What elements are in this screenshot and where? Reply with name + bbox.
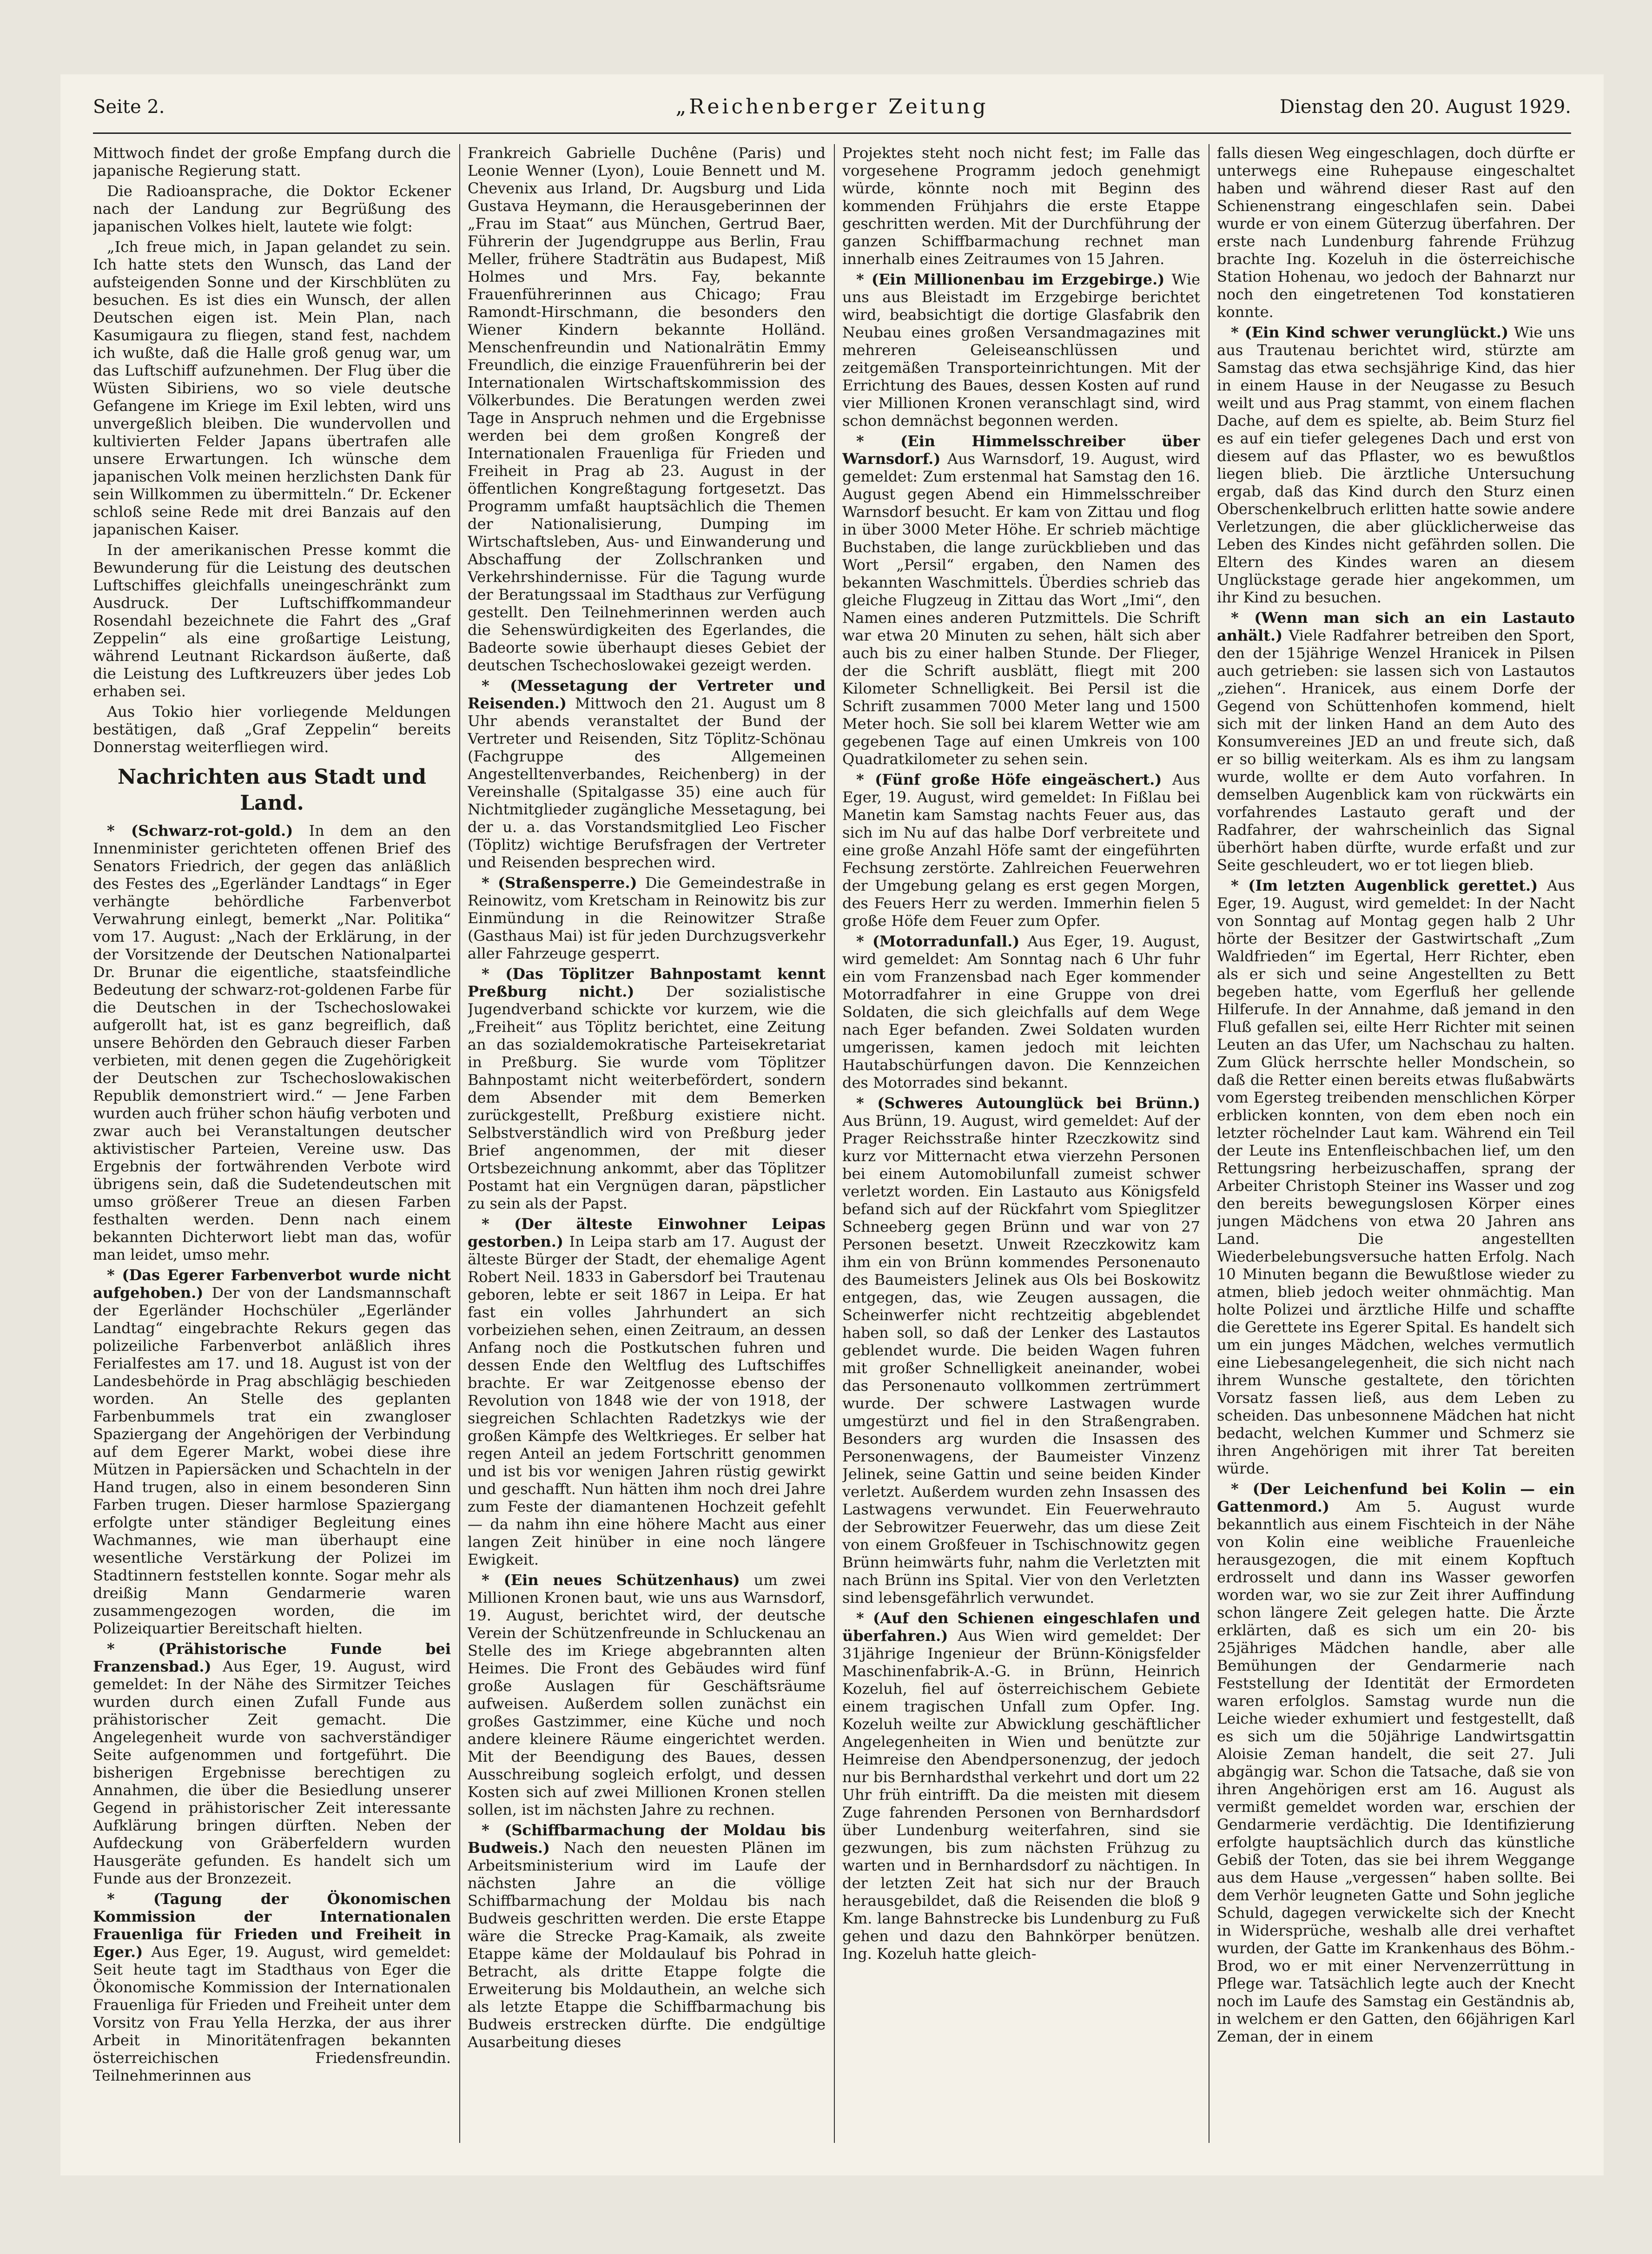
article-heading: * (Ein Kind schwer verunglückt.)	[1231, 324, 1509, 341]
article-body: Aus Eger, 19. August, wird gemeldet: Seit heute tagt im Stadthaus von Eger die Ökonomische Kommission der Internationalen Frauenliga für Frieden und Freiheit unter dem Vorsitz von Frau Yella Herzka, der aus ihrer Arbeit in Minoritätenfragen bekannten österreichischen Friedensfreundin. Teilnehmerinnen aus	[93, 1943, 451, 2084]
article-body: Aus Wien wird gemeldet: Der 31jährige Ingenieur der Brünn-Königsfelder Maschinenfabrik-A.-G. in Brünn, Heinrich Kozeluh, fiel auf österreichischem Gebiete einem tragischen Unfall zum Opfer. Ing. Kozeluh weilte zur Abwicklung geschäftlicher Angelegenheiten in Wien und benützte zur Heimreise den Abendpersonenzug, der jedoch nur bis Bernhardsthal verkehrt und dort um 22 Uhr früh eintrifft. Da die meisten mit diesem Zuge fahrenden Personen von Bernhardsdorf über Lundenburg weiterfahren, sind sie gezwungen, bis zum nächsten Frühzug zu warten und in Bernhardsdorf zu nächtigen. In der letzten Zeit hat sich nur der Brauch herausgebildet, daß die Reisenden die bloß 9 Km. lange Bahnstrecke bis Lundenburg zu Fuß gehen und dazu den Bahnkörper benützen. Ing. Kozeluh hatte gleich-	[842, 1627, 1200, 1963]
article-body: Der sozialistische Jugendverband schickte vor kurzem, wie die „Freiheit“ aus Töplitz berichtet, eine Zeitung an das sozialdemokratische Parteisekretariat in Preßburg. Sie wurde vom Töplitzer Bahnpostamt nicht weiterbefördert, sondern dem Absender mit dem Bemerken zurückgestellt, Preßburg existiere nicht. Selbstverständlich wird von Preßburg jeder Brief angenommen, der mit dieser Ortsbezeichnung ankommt, aber das Töplitzer Postamt hat ein Vergnügen daran, päpstlicher zu sein als der Papst.	[468, 983, 826, 1212]
issue-date: Dienstag den 20. August 1929.	[1280, 96, 1571, 118]
column-divider	[834, 144, 835, 2143]
article-body: Der von der Landsmannschaft der Egerländer Hochschüler „Egerländer Landtag“ eingebrachte Rekurs gegen das polizeiliche Farbenverbot anläßlich ihres Ferialfestes am 17. und 18. August ist von der Landesbehörde in Prag abschlägig beschieden worden. An Stelle des geplanten Farbenbummels trat ein zwangloser Spaziergang der Angehörigen der Verbindung auf dem Egerer Markt, wobei diese ihre Mützen in Papiersäcken und Schachteln in der Hand trugen, also in einem besonderen Sinn Farben trugen. Dieser harmlose Spaziergang erfolgte unter ständiger Begleitung eines Wachmannes, wie man überhaupt eine wesentliche Verstärkung der Polizei im Stadtinnern feststellen konnte. Sogar mehr als dreißig Mann Gendarmerie waren zusammengezogen worden, die im Polizeiquartier Bereitschaft hielten.	[93, 1284, 451, 1637]
article-body: In dem an den Innenminister gerichteten offenen Brief des Senators Friedrich, der gegen das anläßlich des Festes des „Egerländer Landtags“ in Eger verhängte behördliche Farbenverbot Verwahrung einlegt, bemerkt „Nar. Politika“ vom 17. August: „Nach der Erklärung, in der der Vorsitzende der Deutschen Nationalpartei Dr. Brunar die eigentliche, staatsfeindliche Bedeutung der schwarz-rot-goldenen Farbe für die Deutschen in der Tschechoslowakei aufgerollt hat, ist es ganz begreiflich, daß unsere Behörden den Gebrauch dieser Farben verbieten, mit denen gegen die Zugehörigkeit der Deutschen zur Tschechoslowakischen Republik demonstriert wird.“ — Jene Farben wurden auch früher schon häufig verboten und zwar auch bei Veranstaltungen deutscher aktivistischer Parteien, Vereine usw. Das Ergebnis der fortwährenden Verbote wird übrigens sein, daß die Sudetendeutschen mit umso größerer Treue an diesen Farben festhalten werden. Denn nach einem bekannten Dichterwort liebt man das, wofür man leidet, umso mehr.	[93, 822, 451, 1263]
article-body: Aus Eger, 19. August, wird gemeldet: Am Sonntag nach 6 Uhr fuhr ein vom Franzensbad nach Eger kommender Motorradfahrer in eine Gruppe von drei Soldaten, die sich gleichfalls auf dem Wege nach Eger befanden. Zwei Soldaten wurden umgerissen, kamen jedoch mit leichten Hautabschürfungen davon. Die Kennzeichen des Motorrades sind bekannt.	[842, 932, 1200, 1091]
article-body: Am 5. August wurde bekanntlich aus einem Fischteich in der Nähe von Kolin eine weibliche Frauenleiche herausgezogen, die mit einem Kopftuch erdrosselt und dann ins Wasser geworfen worden war, wo sie zur Zeit ihrer Auffindung schon längere Zeit gelegen hatte. Die Ärzte erklärten, daß es sich um ein 20- bis 25jähriges Mädchen handle, aber alle Bemühungen der Gendarmerie nach Feststellung der Identität der Ermordeten waren erfolglos. Samstag wurde nun die Leiche wieder exhumiert und festgestellt, daß es sich um die 50jährige Landwirtsgattin Aloisie Zeman handelt, die seit 27. Juli abgängig war. Schon die Tatsache, daß sie von ihren Angehörigen erst am 16. August als vermißt gemeldet worden war, erschien der Gendarmerie verdächtig. Die Identifizierung erfolgte hauptsächlich durch das künstliche Gebiß der Toten, das sie bei ihrem Weggange aus dem Hause „vergessen“ haben sollte. Bei dem Verhör leugneten Gatte und Sohn jegliche Schuld, dagegen verwickelte sich der Knecht in Widersprüche, weshalb alle drei verhaftet wurden, der Gatte im Krankenhaus des Böhm.-Brod, wo er mit einer Nervenzerrüttung in Pflege war. Tatsächlich legte auch der Knecht noch im Laufe des Samstag ein Geständnis ab, in welchem er den Gatten, den 66jährigen Karl Zeman, der in einem	[1217, 1498, 1575, 2045]
article-heading: * (Straßensperre.)	[482, 874, 637, 892]
article-body: In Leipa starb am 17. August der älteste Bürger der Stadt, der ehemalige Agent Robert Neil. 1833 in Gabersdorf bei Trautenau geboren, lebte er seit 1867 in Leipa. Er hat fast ein volles Jahrhundert an sich vorbeiziehen sehen, einen Zeitraum, an dessen Anfang noch die Postkutschen fuhren und dessen Ende den Weltflug des Luftschiffes brachte. Er war Zeitgenosse ebenso der Revolution von 1848 wie der von 1918, der siegreichen Schlachten Radetzkys wie der großen Kämpfe des Weltkrieges. Er selber hat regen Anteil an jedem Fortschritt genommen und ist bis vor wenigen Jahren rüstig gewirkt und geschafft. Nun hätten ihm noch drei Jahre zum Feste der diamantenen Hochzeit gefehlt — da nahm ihn eine höhere Macht aus einer langen Zeit hinüber in eine noch längere Ewigkeit.	[468, 1233, 826, 1568]
article-body: Aus Eger, 19. August, wird gemeldet: In der Nähe des Sirmitzer Teiches wurden durch einen Zufall Funde aus prähistorischer Zeit gemacht. Die Angelegenheit wurde von sachverständiger Seite aufgenommen und fortgeführt. Die bisherigen Ergebnisse berechtigen zu Annahmen, die über die Besiedlung unserer Gegend in prähistorischer Zeit interessante Aufklärung bringen dürften. Neben der Aufdeckung von Gräberfeldern wurden Hausgeräte gefunden. Es handelt sich um Funde aus der Bronzezeit.	[93, 1658, 451, 1887]
article-body: um zwei Millionen Kronen baut, wie uns aus Warnsdorf, 19. August, berichtet wird, der deutsche Verein der Schützenfreunde in Schluckenau an Stelle des im Kriege abgebrannten alten Heimes. Die Front des Gebäudes wird fünf große Auslagen für Geschäftsräume aufweisen. Außerdem sollen zunächst ein großes Gastzimmer, eine Küche und noch andere kleinere Räume eingerichtet werden. Mit der Beendigung des Baues, dessen Ausschreibung sogleich erfolgt, und dessen Kosten sich auf zwei Millionen Kronen stellen sollen, ist im nächsten Jahre zu rechnen.	[468, 1571, 826, 1818]
article-heading: * (Das Töplitzer Bahnpostamt kennt Preßburg nicht.)	[468, 965, 826, 1000]
article-heading: * (Fünf große Höfe eingeäschert.)	[856, 771, 1162, 788]
article-columns	[93, 144, 1575, 2143]
column-1	[93, 144, 451, 2143]
section-title: Nachrichten aus Stadt und Land.	[117, 765, 427, 815]
article-body: Nach den neuesten Plänen im Arbeitsministerium wird im Laufe der nächsten Jahre an die völlige Schiffbarmachung der Moldau bis nach Budweis geschritten werden. Die erste Etappe wäre die Strecke Prag-Kamaik, als zweite Etappe käme der Moldaulauf bis Pohrad in Betracht, als dritte Etappe folgte die Erweiterung bis Moldauthein, an welche sich als letzte Etappe die Schiffbarmachung bis Budweis erstrecken dürfte. Die endgültige Ausarbeitung dieses	[468, 1839, 826, 2051]
article-heading: * (Ein Himmelsschreiber über Warnsdorf.)	[842, 432, 1200, 468]
paragraph: „Ich freue mich, in Japan gelandet zu sein. Ich hatte stets den Wunsch, das Land der aufsteigenden Sonne und der Kirschblüten zu besuchen. Es ist dies ein Wunsch, der allen Deutschen eigen ist. Mein Plan, nach Kasumigaura zu fliegen, stand fest, nachdem ich wußte, daß die Halle groß genug war, um das Luftschiff aufzunehmen. Der Flug über die Wüsten Sibiriens, wo so viele deutsche Gefangene im Kriege im Exil lebten, wird uns unvergeßlich bleiben. Die wundervollen und kultivierten Felder Japans übertrafen alle unsere Erwartungen. Ich wünsche dem japanischen Volk meinen herzlichsten Dank für sein Willkommen zu übermitteln.“ Dr. Eckener schloß seine Rede mit drei Banzais auf den japanischen Kaiser.	[93, 238, 451, 538]
article-heading: * (Ein Millionenbau im Erzgebirge.)	[856, 271, 1165, 288]
paragraph: Frankreich Gabrielle Duchêne (Paris) und Leonie Wenner (Lyon), Louie Bennett und M. Chevenix aus Irland, Dr. Augsburg und Lida Gustava Heymann, die Herausgeberinnen der „Frau im Staat“ aus München, Gertrud Baer, Führerin der Jugendgruppe aus Berlin, Frau Meller, frühere Stadträtin aus Budapest, Miß Holmes und Mrs. Fay, bekannte Frauenführerinnen aus Chicago; Frau Ramondt-Hirschmann, die besonders den Wiener Kindern bekannte Holländ. Menschenfreundin und Nationalrätin Emmy Freundlich, die einzige Frauenführerin bei der Internationalen Wirtschaftskommission des Völkerbundes. Die Beratungen werden zwei Tage in Anspruch nehmen und die Ergebnisse werden bei dem großen Kongreß der Internationalen Frauenliga für Frieden und Freiheit in Prag ab 23. August in der öffentlichen Kongreßtagung fortgesetzt. Das Programm umfaßt hauptsächlich die Themen der Nationalisierung, Dumping im Wirtschaftsleben, Aus- und Einwanderung und Abschaffung der Zollschranken und Verkehrshindernisse. Für die Tagung wurde der Beratungssaal im Stadthaus zur Verfügung gestellt. Den Teilnehmerinnen werden auch die Sehenswürdigkeiten des Egerlandes, die Badeorte sowie überhaupt dieses Gebiet der deutschen Tschechoslowakei gezeigt werden.	[468, 144, 826, 674]
article-heading: * (Das Egerer Farbenverbot wurde nicht aufgehoben.)	[93, 1266, 451, 1302]
article-body: Die Gemeindestraße in Reinowitz, vom Kretscham in Reinowitz bis zur Einmündung in die Reinowitzer Straße (Gasthaus Mai) ist für jeden Durchzugsverkehr aller Fahrzeuge gesperrt.	[468, 874, 826, 962]
article-heading: * (Der älteste Einwohner Leipas gestorben.)	[468, 1215, 826, 1250]
article-body: Viele Radfahrer betreiben den Sport, den der 15jährige Wenzel Hranicek in Pilsen auch getrieben: sie lassen sich von Lastautos „ziehen“. Hranicek, aus einem Dorfe der Gegend von Schüttenhofen kommend, hielt sich mit der linken Hand an dem Auto des Konsumvereines JED an und freute sich, daß er so billig weiterkam. Als es ihm zu langsam wurde, wollte er dem Auto vorfahren. In demselben Augenblick kam von rückwärts ein vorfahrendes Lastauto geraft und der Radfahrer, der wahrscheinlich das Signal überhört haben dürfte, wurde erfaßt und zur Seite geschleudert, wo er tot liegen blieb.	[1217, 627, 1575, 874]
article-heading: * (Schweres Autounglück bei Brünn.)	[856, 1094, 1200, 1112]
article-body: Wie uns aus Trautenau berichtet wird, stürzte am Samstag das etwa sechsjährige Kind, das hier in einem Hause in der Neugasse zu Besuch weilt und aus Prag stammt, von einem flachen Dache, auf dem es spielte, ab. Beim Sturz fiel es auf ein tiefer gelegenes Dach und erst von diesem auf das Pflaster, wo es bewußtlos liegen blieb. Die ärztliche Untersuchung ergab, daß das Kind durch den Sturz einen Oberschenkelbruch erlitten hatte sowie andere Verletzungen, die aber glücklicherweise das Leben des Kindes nicht gefährden sollen. Die Eltern des Kindes waren an diesem Unglückstage gerade hier angekommen, um ihr Kind zu besuchen.	[1217, 324, 1575, 606]
article-heading: * (Schwarz-rot-gold.)	[107, 822, 293, 839]
column-3	[842, 144, 1200, 2143]
article-body: Aus Brünn, 19. August, wird gemeldet: Auf der Prager Reichsstraße hinter Rzeczkowitz sind kurz vor Mitternacht etwa vierzehn Personen bei einem Automobilunfall zumeist schwer verletzt worden. Ein Lastauto aus Königsfeld befand sich auf der Rückfahrt vom Spieglitzer Schneeberg gegen Brünn und war von 27 Personen besetzt. Unweit Rzeczkowitz kam ihm ein von Brünn kommendes Personenauto des Baumeisters Jelinek aus Ols bei Boskowitz entgegen, das, wie Zeugen aussagen, die Scheinwerfer nicht rechtzeitig abgeblendet haben soll, so daß der Lenker des Lastautos geblendet wurde. Die beiden Wagen fuhren mit großer Schnelligkeit aneinander, wobei das Personenauto vollkommen zertrümmert wurde. Der schwere Lastwagen wurde umgestürzt und fiel in den Straßengraben. Besonders arg wurden die Insassen des Personenwagens, der Baumeister Vinzenz Jelinek, seine Gattin und seine beiden Kinder verletzt. Außerdem wurden zehn Insassen des Lastwagens verwundet. Ein Feuerwehrauto der Sebrowitzer Feuerwehr, das um diese Zeit von einem Großfeuer in Tschischnowitz gegen Brünn heimwärts fuhr, nahm die Verletzten mit nach Brünn ins Spital. Vier von den Verletzten sind lebensgefährlich verwundet.	[842, 1112, 1200, 1606]
article-heading: * (Ein neues Schützenhaus)	[482, 1571, 740, 1589]
article-heading: * (Prähistorische Funde bei Franzensbad.)	[93, 1640, 451, 1675]
article-heading: * (Schiffbarmachung der Moldau bis Budweis.)	[468, 1821, 826, 1857]
column-4	[1217, 144, 1575, 2143]
article-body: Aus Eger, 19. August, wird gemeldet: In der Nacht von Sonntag auf Montag gegen halb 2 Uhr hörte der Besitzer der Gastwirtschaft „Zum Waldfrieden“ im Egertal, Herr Richter, eben als er sich und seine Angestellten zu Bett begeben hatte, vom Egerfluß her gellende Hilferufe. In der Annahme, daß jemand in den Fluß gefallen sei, eilte Herr Richter mit seinen Leuten an das Ufer, um Nachschau zu halten. Zum Glück herrschte heller Mondschein, so daß die Retter einen bereits etwas flußabwärts vom Egersteg treibenden menschlichen Körper erblicken konnten, von dem eben noch ein letzter röchelnder Laut kam. Während ein Teil der Leute ins Entenfleischbachen lief, um den Rettungsring herbeizuschaffen, sprang der Arbeiter Christoph Steiner ins Wasser und zog den bereits bewegungslosen Körper eines jungen Mädchens von etwa 20 Jahren ans Land. Die angestellten Wiederbelebungsversuche hatten Erfolg. Nach 10 Minuten begann die Bewußtlose wieder zu atmen, blieb jedoch weiter ohnmächtig. Man holte Polizei und ärztliche Hilfe und schaffte die Gerettete ins Egerer Spital. Es handelt sich um ein junges Mädchen, welches vermutlich eine Liebesangelegenheit, die sich nicht nach ihrem Wunsche gestaltete, den törichten Vorsatz fassen ließ, aus dem Leben zu scheiden. Das unbesonnene Mädchen hat nicht bedacht, welchen Kummer und Schmerz sie ihren Angehörigen mit ihrer Tat bereiten würde.	[1217, 877, 1575, 1477]
article-heading: * (Motorradunfall.)	[856, 932, 1020, 950]
article-body: Mittwoch den 21. August um 8 Uhr abends veranstaltet der Bund der Vertreter und Reisenden, Sitz Töplitz-Schönau (Fachgruppe des Allgemeinen Angestelltenverbandes, Reichenberg) in der Vereinshalle (Spitalgasse 35) eine auch für Nichtmitglieder zugängliche Messetagung, bei der u. a. das Vorstandsmitglied Leo Fischer (Töplitz) wichtige Berufsfragen der Vertreter und Reisenden besprechen wird.	[468, 694, 826, 871]
page-number: Seite 2.	[93, 96, 165, 118]
paragraph: Projektes steht noch nicht fest; im Falle das vorgesehene Programm jedoch genehmigt würde, könnte noch mit Beginn des kommenden Frühjahrs die erste Etappe geschritten werden. Mit der Durchführung der ganzen Schiffbarmachung rechnet man innerhalb eines Zeitraumes von 15 Jahren.	[842, 144, 1200, 268]
column-divider	[459, 144, 460, 2143]
article-heading: * (Der Leichenfund bei Kolin — ein Gattenmord.)	[1217, 1480, 1575, 1515]
article-body: Aus Eger, 19. August, wird gemeldet: In Fißlau bei Manetin kam Samstag nachts Feuer aus, das sich im Nu auf das halbe Dorf verbreitete und eine große Anzahl Höfe samt der eingeführten Fechsung zerstörte. Zahlreichen Feuerwehren der Umgebung gelang es erst gegen Morgen, des Feuers Herr zu werden. Immerhin fielen 5 große Höfe dem Feuer zum Opfer.	[842, 771, 1200, 930]
article-heading: * (Tagung der Ökonomischen Kommission der Internationalen Frauenliga für Frieden und Freiheit in Eger.)	[93, 1890, 451, 1961]
article-heading: * (Messetagung der Vertreter und Reisenden.)	[468, 677, 826, 712]
page-header	[93, 93, 1571, 130]
article-heading: * (Im letzten Augenblick gerettet.)	[1231, 877, 1538, 894]
paragraph: falls diesen Weg eingeschlagen, doch dürfte er unterwegs eine Ruhepause eingeschaltet haben und während dieser Rast auf den Schienenstrang eingeschlafen sein. Dabei wurde er von einem Güterzug überfahren. Der erste nach Lundenburg fahrende Frühzug brachte Ing. Kozeluh in die österreichische Station Hohenau, wo jedoch der Bahnarzt nur noch den eingetretenen Tod konstatieren konnte.	[1217, 144, 1575, 321]
article-heading: * (Wenn man sich an ein Lastauto anhält.)	[1217, 609, 1575, 644]
article-body: Aus Warnsdorf, 19. August, wird gemeldet: Zum erstenmal hat Samstag den 16. August gegen Abend ein Himmelsschreiber Warnsdorf besucht. Er kam von Zittau und flog in über 3000 Meter Höhe. Er schrieb mächtige Buchstaben, die lange zurückblieben und das Wort „Persil“ ergaben, den Namen des bekannten Waschmittels. Überdies schrieb das gleiche Flugzeug in Zittau das Wort „Imi“, den Namen eines anderen Putzmittels. Die Schrift war etwa 20 Minuten zu sehen, hält sich aber auch bis zu einer halben Stunde. Der Flieger, der die Schrift ausblätt, fliegt mit 200 Kilometer Schnelligkeit. Bei Persil ist die Schrift zusammen 7000 Meter lang und 1500 Meter hoch. Sie soll bei klarem Wetter wie am gegebenen Tage auf einen Umkreis von 100 Quadratkilometer zu sehen sein.	[842, 450, 1200, 768]
paragraph: Mittwoch findet der große Empfang durch die japanische Regierung statt.	[93, 144, 451, 179]
paragraph: In der amerikanischen Presse kommt die Bewunderung für die Leistung des deutschen Luftschiffes gleichfalls uneingeschränkt zum Ausdruck. Der Luftschiffkommandeur Rosendahl bezeichnete die Fahrt des „Graf Zeppelin“ als eine großartige Leistung, während Leutnant Rickardson äußerte, daß die Leistung des Luftkreuzers über jedes Lob erhaben sei.	[93, 541, 451, 700]
paragraph: Die Radioansprache, die Doktor Eckener nach der Landung zur Begrüßung des japanischen Volkes hielt, lautete wie folgt:	[93, 182, 451, 235]
header-rule	[93, 132, 1571, 134]
column-2	[468, 144, 826, 2143]
newspaper-page	[60, 74, 1604, 2175]
paragraph: Aus Tokio hier vorliegende Meldungen bestätigen, daß „Graf Zeppelin“ bereits Donnerstag weiterfliegen wird.	[93, 703, 451, 756]
article-body: Wie uns aus Bleistadt im Erzgebirge berichtet wird, beabsichtigt die dortige Glasfabrik den Neubau eines großen Versandmagazines mit mehreren Geleiseanschlüssen und zeitgemäßen Transporteinrichtungen. Mit der Errichtung des Baues, dessen Kosten auf rund vier Millionen Kronen veranschlagt sind, wird schon demnächst begonnen werden.	[842, 271, 1200, 430]
masthead: „Reichenberger Zeitung	[675, 95, 989, 119]
article-heading: * (Auf den Schienen eingeschlafen und überfahren.)	[842, 1609, 1200, 1645]
